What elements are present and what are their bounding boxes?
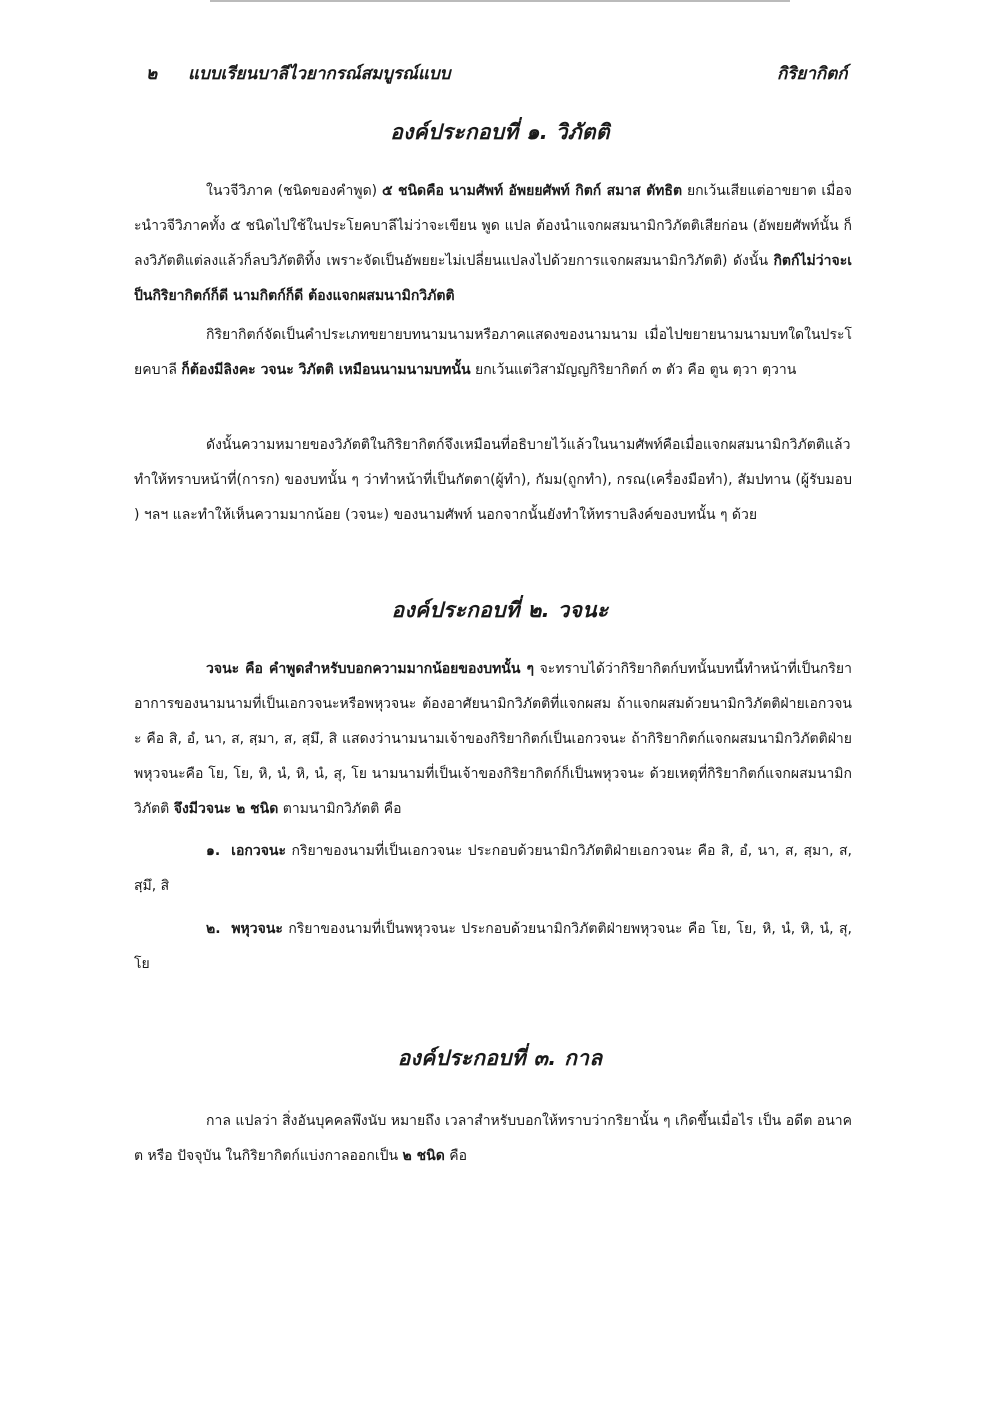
page-header (0, 0, 1000, 100)
bold-text: วจนะ คือ คำพูดสำหรับบอกความมากน้อยของบทนั้น ๆ (206, 661, 534, 677)
text: ตามนามิกวิภัตติ คือ (278, 801, 402, 817)
section2-list-item-2 (134, 912, 852, 982)
text: คือ (444, 1148, 468, 1164)
section2-list-item-1 (134, 834, 852, 904)
text: ในวจีวิภาค (ชนิดของคำพูด) (206, 183, 383, 199)
bold-text: กิตก์ไม่ว่าจะเป็นกิริยากิตก์ก็ดี นามกิตก์ก็ดี ต้องแจกผสมนามิกวิภัตติ (134, 253, 852, 304)
section3-paragraph-1 (134, 1104, 852, 1174)
list-text: กริยาของนามที่เป็นเอกวจนะ ประกอบด้วยนามิกวิภัตติฝ่ายเอกวจนะ คือ สิ, อํ, นา, ส, สฺมา, ส, สฺมึ, สิ (134, 843, 853, 894)
list-term: เอกวจนะ (231, 843, 286, 859)
bold-text: ก็ต้องมีลิงคะ วจนะ วิภัตติ เหมือนนามนามบทนั้น (181, 362, 471, 378)
chapter-title: กิริยากิตก์ (777, 64, 848, 84)
text: ดังนั้นความหมายของวิภัตติในกิริยากิตก์จึงเหมือนที่อธิบายไว้แล้วในนามศัพท์คือเมื่อแจกผสมนามิกวิภัตติแล้ว ทำให้ทราบหน้าที่(การก) ของบทนั้น ๆ ว่าทำหน้าที่เป็นกัตตา(ผู้ทำ), กัมม(ถูกทำ), กรณ(เครื่องมือทำ), สัมปทาน (ผู้รับมอบ ) ฯลฯ และทำให้เห็นความมากน้อย (วจนะ) ของนามศัพท์ นอกจากนั้นยังทำให้ทราบลิงค์ของบทนั้น ๆ ด้วย (134, 437, 852, 523)
section1-paragraph-3 (134, 428, 852, 533)
list-number: ๒. (206, 921, 221, 937)
text: กาล แปลว่า สิ่งอันบุคคลพึงนับ หมายถึง เวลาสำหรับบอกให้ทราบว่ากริยานั้น ๆ เกิดขึ้นเมื่อไร เป็น อดีต อนาคต หรือ ปัจจุบัน ในกิริยากิตก์แบ่งกาลออกเป็น (134, 1113, 852, 1164)
text: กิริยากิตก์จัดเป็นคำประเภทขยายบทนามนามหรือภาคแสดงของนามนาม เมื่อไปขยายนามนามบทใดในประโยคบาลี (134, 327, 852, 378)
section1-heading: องค์ประกอบที่ ๑. วิภัตติ (390, 120, 610, 144)
section1-paragraph-1 (134, 174, 852, 314)
text: ยกเว้นเสียแต่อาขยาต เมื่อจะนำวจีวิภาคทั้ง ๕ ชนิดไปใช้ในประโยคบาลีไม่ว่าจะเขียน พูด แปล ต้องนำแจกผสมนามิกวิภัตติเสียก่อน (อัพยยศัพท์นั้น ก็ลงวิภัตติแต่ลงแล้วก็ลบวิภัตติทิ้ง เพราะจัดเป็นอัพยยะไม่เปลี่ยนแปลงไปด้วยการแจกผสมนามิกวิภัตติ) ดังนั้น (134, 183, 852, 269)
section2-heading: องค์ประกอบที่ ๒. วจนะ (391, 598, 609, 622)
section2-paragraph-1 (134, 652, 852, 827)
list-text: กริยาของนามที่เป็นพหุวจนะ ประกอบด้วยนามิกวิภัตติฝ่ายพหุวจนะ คือ โย, โย, หิ, นํ, หิ, นํ, สุ, โย (134, 921, 852, 972)
list-number: ๑. (206, 843, 221, 859)
text: จะทราบได้ว่ากิริยากิตก์บทนั้นบทนี้ทำหน้าที่เป็นกริยาอาการของนามนามที่เป็นเอกวจนะหรือพหุวจนะ ต้องอาศัยนามิกวิภัตติที่แจกผสม ถ้าแจกผสมด้วยนามิกวิภัตติฝ่ายเอกวจนะ คือ สิ, อํ, นา, ส, สฺมา, ส, สฺมึ, สิ แสดงว่านามนามเจ้าของกิริยากิตก์เป็นเอกวจนะ ถ้ากิริยากิตก์แจกผสมนามิกวิภัตติฝ่ายพหุวจนะคือ โย, โย, หิ, นํ, หิ, นํ, สุ, โย นามนามที่เป็นเจ้าของกิริยากิตก์ก็เป็นพหุวจนะ ด้วยเหตุที่กิริยากิตก์แจกผสมนามิกวิภัตติ (134, 661, 852, 817)
section3-heading: องค์ประกอบที่ ๓. กาล (397, 1046, 603, 1070)
bold-text: จึงมีวจนะ ๒ ชนิด (173, 801, 279, 817)
section1-paragraph-2 (134, 318, 852, 388)
page-number: ๒ (146, 64, 158, 84)
list-term: พหุวจนะ (231, 921, 283, 937)
bold-text: ๒ ชนิด (402, 1148, 445, 1164)
bold-text: ๕ ชนิดคือ นามศัพท์ อัพยยศัพท์ กิตก์ สมาส ตัทธิต (382, 183, 683, 199)
text: ยกเว้นแต่วิสามัญญกิริยากิตก์ ๓ ตัว คือ ตูน ตฺวา ตฺวาน (470, 362, 797, 378)
book-title: แบบเรียนบาลีไวยากรณ์สมบูรณ์แบบ (188, 64, 451, 84)
